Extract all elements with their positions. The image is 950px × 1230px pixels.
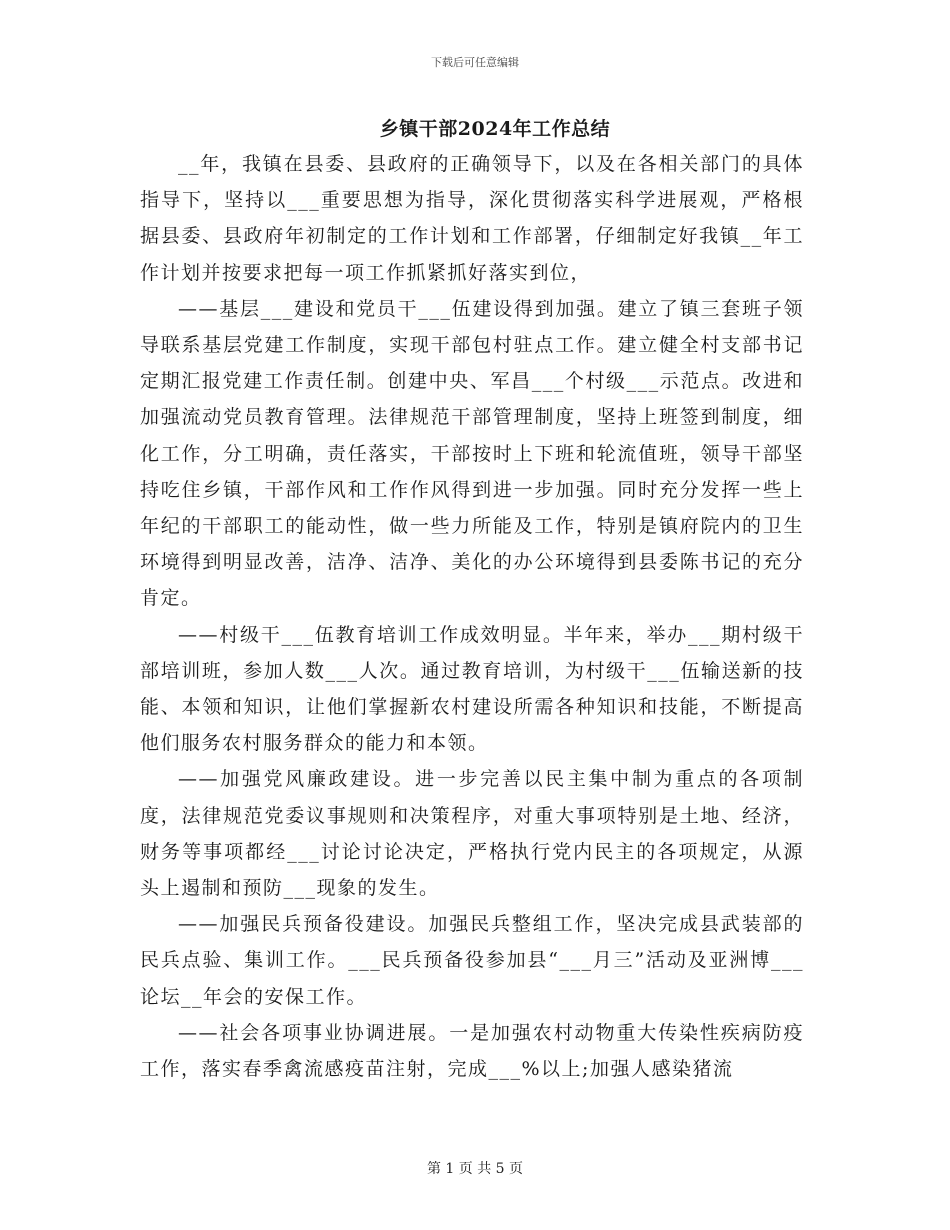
header-note: 下载后可任意编辑: [431, 56, 519, 69]
paragraph-social-affairs: ——社会各项事业协调进展。一是加强农村动物重大传染性疾病防疫工作，落实春季禽流感疫苗注射，完成___%以上;加强人感染猪流: [140, 1021, 804, 1081]
paragraph-party-building: ——基层___建设和党员干___伍建设得到加强。建立了镇三套班子领导联系基层党建工作制度，实现干部包村驻点工作。建立健全村支部书记定期汇报党建工作责任制。创建中央、军昌___个村级___示范点。改进和加强流动党员教育管理。法律规范干部管理制度，坚持上班签到制度，细化工作，分工明确，责任落实，干部按时上下班和轮流值班，领导干部坚持吃住乡镇，干部作风和工作作风得到进一步加强。同时充分发挥一些上年纪的干部职工的能动性，做一些力所能及工作，特别是镇府院内的卫生环境得到明显改善，洁净、洁净、美化的办公环境得到县委陈书记的充分肯定。: [140, 297, 804, 610]
paragraph-cadre-training: ——村级干___伍教育培训工作成效明显。半年来，举办___期村级干部培训班，参加人数___人次。通过教育培训，为村级干___伍输送新的技能、本领和知识，让他们掌握新农村建设所需各种知识和技能，不断提高他们服务农村服务群众的能力和本领。: [140, 623, 804, 755]
paragraph-militia: ——加强民兵预备役建设。加强民兵整组工作，坚决完成县武装部的民兵点验、集训工作。___民兵预备役参加县“___月三”活动及亚洲博___论坛__年会的安保工作。: [140, 913, 804, 1008]
document-title: 乡镇干部2024年工作总结: [379, 118, 611, 140]
page-footer: 第 1 页 共 5 页: [426, 1161, 524, 1177]
document-body: [140, 146, 804, 1087]
paragraph-intro: __年，我镇在县委、县政府的正确领导下，以及在各相关部门的具体指导下，坚持以___重要思想为指导，深化贯彻落实科学进展观，严格根据县委、县政府年初制定的工作计划和工作部署，仔细制定好我镇__年工作计划并按要求把每一项工作抓紧抓好落实到位，: [140, 153, 804, 284]
paragraph-integrity: ——加强党风廉政建设。进一步完善以民主集中制为重点的各项制度，法律规范党委议事规则和决策程序，对重大事项特别是土地、经济，财务等事项都经___讨论讨论决定，严格执行党内民主的各项规定，从源头上遏制和预防___现象的发生。: [140, 768, 804, 900]
